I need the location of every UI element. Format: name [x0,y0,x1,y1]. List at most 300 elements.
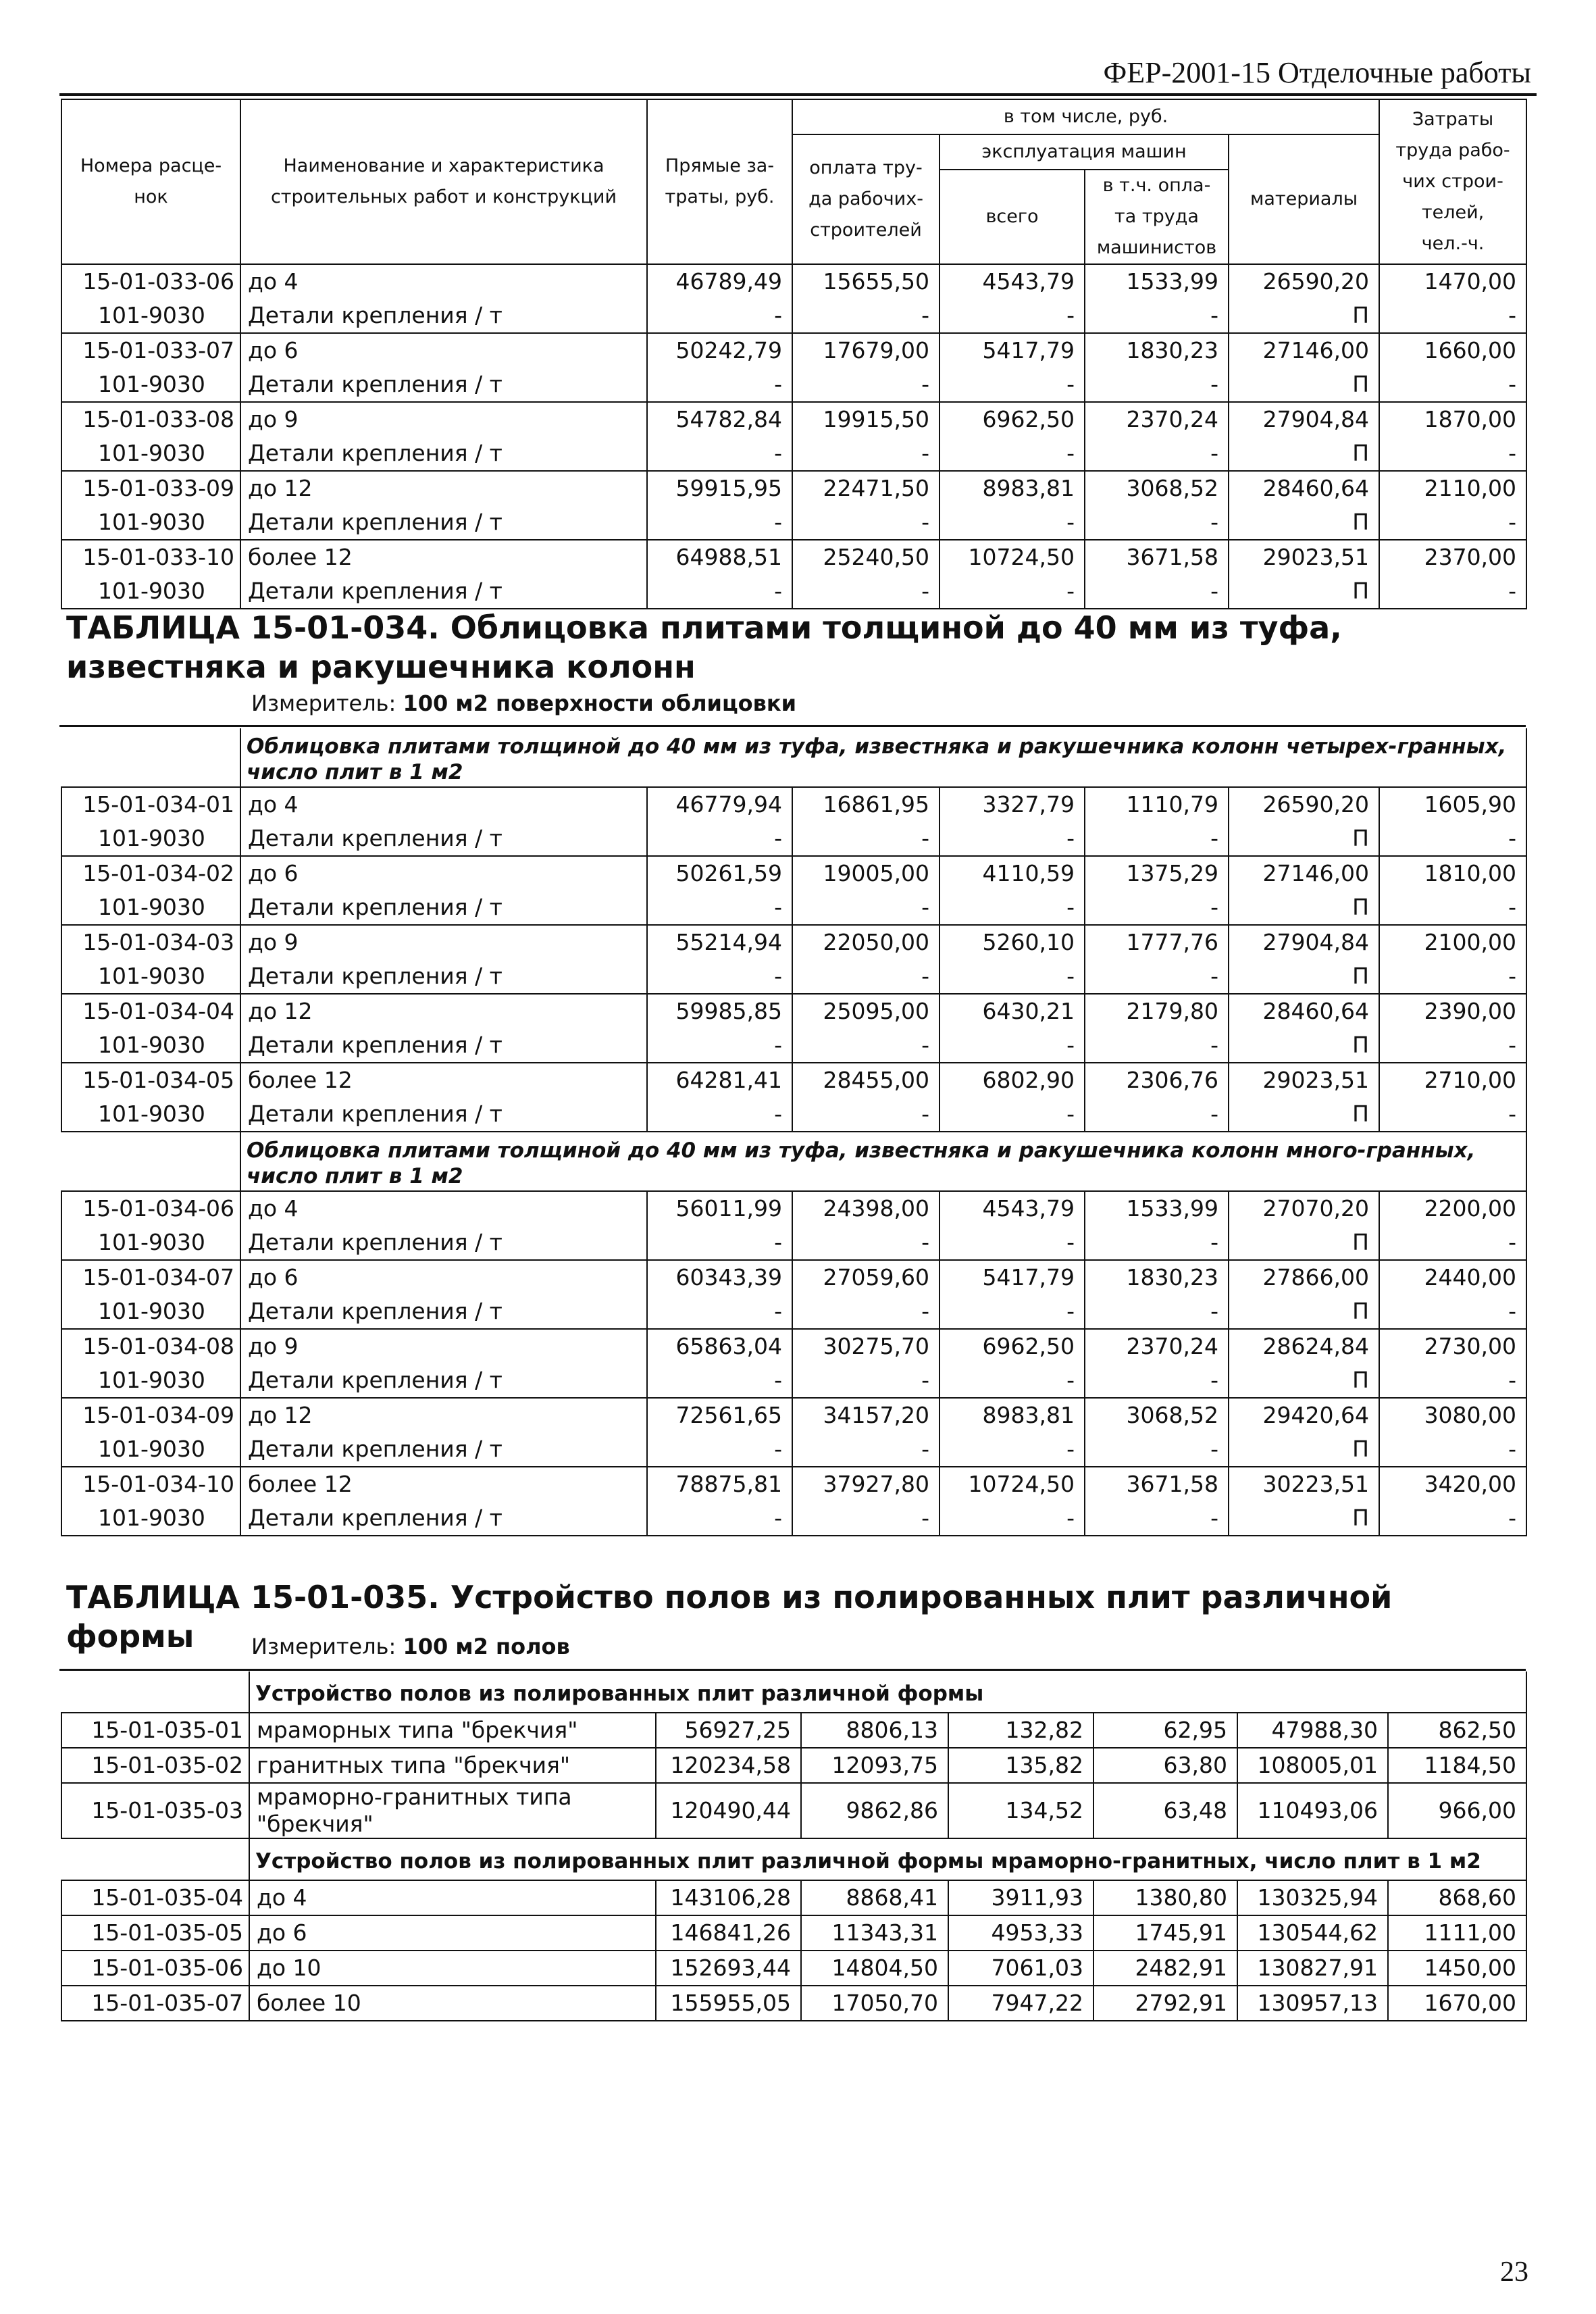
cost-wages: 12093,75 [801,1748,948,1783]
cost-machines: - [939,1363,1085,1398]
cost-materials: П [1229,574,1379,609]
cost-wages: 25095,00 [792,994,939,1028]
cost-machinists: 1375,29 [1085,856,1229,890]
resource-code: 101-9030 [61,1363,240,1398]
resource-code: 101-9030 [61,436,240,471]
cost-materials: П [1229,1226,1379,1260]
cost-machines: - [939,1097,1085,1132]
resource-name: Детали крепления / т [240,436,647,471]
cost-machinists: 3671,58 [1085,540,1229,574]
resource-code: 101-9030 [61,1294,240,1329]
cost-machines: 5260,10 [939,925,1085,959]
cost-direct: - [647,1294,792,1329]
cost-materials: П [1229,299,1379,333]
cost-direct: 46789,49 [647,264,792,299]
resource-name: Детали крепления / т [240,1294,647,1329]
cost-machinists: 1777,76 [1085,925,1229,959]
resource-code: 101-9030 [61,890,240,925]
cost-labor: 2370,00 [1379,540,1526,574]
cost-materials: П [1229,505,1379,540]
meter-label: Измеритель: [251,690,396,716]
cost-labor: 868,60 [1388,1880,1526,1915]
cost-machines: 5417,79 [939,1260,1085,1294]
cost-machines: 132,82 [948,1713,1093,1748]
work-name: до 10 [249,1951,656,1986]
cost-labor: 1660,00 [1379,333,1526,368]
rate-code: 15-01-035-04 [61,1880,249,1915]
cost-materials: 130827,91 [1237,1951,1388,1986]
work-name: до 9 [240,402,647,436]
cost-direct: - [647,299,792,333]
cost-labor: 3420,00 [1379,1467,1526,1501]
work-name: до 4 [240,787,647,822]
cost-labor: 3080,00 [1379,1398,1526,1432]
cost-materials: 130957,13 [1237,1986,1388,2021]
cost-machinists: 2482,91 [1093,1951,1237,1986]
cost-machines: 4543,79 [939,264,1085,299]
resource-row [61,1294,1526,1329]
cost-direct: 56927,25 [656,1713,801,1748]
table-row [61,540,1526,574]
table-row [61,1915,1526,1951]
cost-wages: 8868,41 [801,1880,948,1915]
cost-direct: 146841,26 [656,1915,801,1951]
rate-code: 15-01-035-02 [61,1748,249,1783]
work-name: до 9 [240,1329,647,1363]
cost-direct: - [647,1432,792,1467]
resource-name: Детали крепления / т [240,1501,647,1536]
cost-labor: 1450,00 [1388,1951,1526,1986]
work-name: до 6 [240,1260,647,1294]
col-header-materials: материалы [1229,134,1379,264]
rate-code: 15-01-034-04 [61,994,240,1028]
col-header-labor: Затраты труда рабо- чих строи- телей, чел.-ч. [1379,99,1526,264]
cost-machinists: - [1085,368,1229,402]
cost-wages: - [792,1432,939,1467]
table-15-01-035-title: ТАБЛИЦА 15-01-035. Устройство полов из полированных плит различной формы [66,1579,1393,1655]
cost-machinists: 3068,52 [1085,1398,1229,1432]
page-number: 23 [1500,2257,1528,2288]
cost-machinists: 2370,24 [1085,1329,1229,1363]
cost-materials: 28460,64 [1229,994,1379,1028]
cost-wages: - [792,959,939,994]
cost-machinists: - [1085,436,1229,471]
rate-code: 15-01-034-10 [61,1467,240,1501]
table-15-01-035 [61,1671,1527,2021]
cost-machinists: - [1085,822,1229,856]
table-row [61,1880,1526,1915]
cost-materials: П [1229,1363,1379,1398]
cost-direct: 50242,79 [647,333,792,368]
cost-machinists: 2179,80 [1085,994,1229,1028]
table-row [61,264,1526,299]
cost-direct: - [647,1501,792,1536]
rate-code: 15-01-034-06 [61,1191,240,1226]
cost-labor: 1810,00 [1379,856,1526,890]
cost-direct: - [647,1226,792,1260]
cost-machines: 7947,22 [948,1986,1093,2021]
cost-materials: 110493,06 [1237,1783,1388,1838]
cost-wages: - [792,299,939,333]
cost-direct: - [647,1363,792,1398]
cost-machines: - [939,368,1085,402]
cost-wages: 16861,95 [792,787,939,822]
cost-machinists: - [1085,1226,1229,1260]
table-row [61,1748,1526,1783]
cost-materials: 26590,20 [1229,264,1379,299]
table-row [61,402,1526,436]
cost-wages: - [792,1294,939,1329]
cost-materials: 108005,01 [1237,1748,1388,1783]
cost-direct: - [647,1028,792,1063]
cost-wages: 34157,20 [792,1398,939,1432]
resource-code: 101-9030 [61,822,240,856]
cost-machinists: 1533,99 [1085,264,1229,299]
cost-machines: - [939,1294,1085,1329]
cost-wages: 25240,50 [792,540,939,574]
resource-code: 101-9030 [61,574,240,609]
cost-direct: - [647,436,792,471]
cost-materials: П [1229,436,1379,471]
cost-machinists: - [1085,1363,1229,1398]
resource-row [61,299,1526,333]
cost-wages: - [792,1501,939,1536]
rate-code: 15-01-035-01 [61,1713,249,1748]
cost-machines: 6962,50 [939,402,1085,436]
cost-labor: 1870,00 [1379,402,1526,436]
page-header: ФЕР-2001-15 Отделочные работы [1103,56,1531,89]
table-row [61,925,1526,959]
cost-machinists: 2370,24 [1085,402,1229,436]
rate-code: 15-01-034-08 [61,1329,240,1363]
meter-value: 100 м2 полов [403,1634,570,1659]
resource-code: 101-9030 [61,505,240,540]
work-name: до 6 [240,333,647,368]
cost-machines: - [939,1028,1085,1063]
col-header-machinists-wages: в т.ч. опла- та труда машинистов [1085,170,1229,264]
cost-materials: 27904,84 [1229,402,1379,436]
cost-machinists: - [1085,1028,1229,1063]
resource-code: 101-9030 [61,1097,240,1132]
cost-wages: 27059,60 [792,1260,939,1294]
cost-wages: 19005,00 [792,856,939,890]
col-header-direct: Прямые за- траты, руб. [647,99,792,264]
work-name: более 12 [240,1063,647,1097]
section-title: Облицовка плитами толщиной до 40 мм из туфа, известняка и ракушечника колонн много-гранных, число плит в 1 м2 [240,1132,1526,1191]
work-name: до 9 [240,925,647,959]
cost-direct: - [647,505,792,540]
cost-labor: 1670,00 [1388,1986,1526,2021]
cost-machinists: 63,80 [1093,1748,1237,1783]
cost-wages: 15655,50 [792,264,939,299]
cost-materials: 29023,51 [1229,1063,1379,1097]
work-name: до 4 [249,1880,656,1915]
table-15-01-035-meter [251,1634,570,1659]
cost-labor: 2390,00 [1379,994,1526,1028]
cost-wages: - [792,890,939,925]
cost-materials: 29023,51 [1229,540,1379,574]
rate-code: 15-01-033-08 [61,402,240,436]
cost-machines: - [939,1432,1085,1467]
cost-labor: 1605,90 [1379,787,1526,822]
cost-direct: 155955,05 [656,1986,801,2021]
table-row [61,1191,1526,1226]
resource-code: 101-9030 [61,368,240,402]
cost-wages: 37927,80 [792,1467,939,1501]
cost-direct: - [647,1097,792,1132]
cost-wages: - [792,822,939,856]
cost-machines: 134,52 [948,1783,1093,1838]
cost-labor: - [1379,1097,1526,1132]
cost-machines: - [939,436,1085,471]
cost-machines: 3911,93 [948,1880,1093,1915]
work-name: более 10 [249,1986,656,2021]
meter-label: Измеритель: [251,1634,396,1659]
section-title: Облицовка плитами толщиной до 40 мм из туфа, известняка и ракушечника колонн четырех-гранных, число плит в 1 м2 [240,728,1526,787]
cost-materials: П [1229,1028,1379,1063]
meter-value: 100 м2 поверхности облицовки [403,690,797,716]
cost-labor: - [1379,1294,1526,1329]
cost-materials: П [1229,1501,1379,1536]
cost-labor: - [1379,1432,1526,1467]
resource-row [61,505,1526,540]
cost-direct: - [647,368,792,402]
cost-wages: - [792,436,939,471]
cost-labor: - [1379,1501,1526,1536]
cost-direct: 55214,94 [647,925,792,959]
rate-code: 15-01-035-03 [61,1783,249,1838]
header-rule [59,93,1537,96]
cost-labor: 966,00 [1388,1783,1526,1838]
rate-code: 15-01-033-06 [61,264,240,299]
table-row [61,1260,1526,1294]
cost-materials: П [1229,959,1379,994]
rate-code: 15-01-035-06 [61,1951,249,1986]
cost-machinists: 1830,23 [1085,1260,1229,1294]
table-row [61,1951,1526,1986]
cost-machinists: - [1085,505,1229,540]
col-header-machines-total: всего [939,170,1085,264]
cost-wages: 22471,50 [792,471,939,505]
cost-labor: 2110,00 [1379,471,1526,505]
rate-code: 15-01-033-09 [61,471,240,505]
cost-materials: П [1229,1294,1379,1329]
rate-code: 15-01-034-09 [61,1398,240,1432]
cost-direct: 72561,65 [647,1398,792,1432]
cost-machinists: 1110,79 [1085,787,1229,822]
cost-wages: 17679,00 [792,333,939,368]
col-header-code: Номера расце- нок [61,99,240,264]
cost-machinists: - [1085,574,1229,609]
cost-machinists: 2306,76 [1085,1063,1229,1097]
cost-wages: 8806,13 [801,1713,948,1748]
cost-labor: 2440,00 [1379,1260,1526,1294]
cost-machines: 10724,50 [939,1467,1085,1501]
rate-code: 15-01-034-05 [61,1063,240,1097]
cost-materials: 130544,62 [1237,1915,1388,1951]
cost-machinists: - [1085,299,1229,333]
cost-machinists: 1830,23 [1085,333,1229,368]
cost-machines: - [939,505,1085,540]
rate-code: 15-01-034-07 [61,1260,240,1294]
cost-direct: 46779,94 [647,787,792,822]
cost-labor: - [1379,368,1526,402]
resource-row [61,1226,1526,1260]
cost-wages: 30275,70 [792,1329,939,1363]
cost-direct: - [647,959,792,994]
resource-name: Детали крепления / т [240,1097,647,1132]
cost-labor: 1184,50 [1388,1748,1526,1783]
cost-materials: 27904,84 [1229,925,1379,959]
resource-name: Детали крепления / т [240,1226,647,1260]
table-row [61,333,1526,368]
work-name: до 4 [240,264,647,299]
resource-row [61,959,1526,994]
cost-labor: 1111,00 [1388,1915,1526,1951]
cost-labor: - [1379,1226,1526,1260]
table-row [61,856,1526,890]
table-row [61,994,1526,1028]
col-header-including: в том числе, руб. [792,99,1379,134]
table-row [61,1986,1526,2021]
cost-labor: 2100,00 [1379,925,1526,959]
cost-direct: - [647,574,792,609]
resource-name: Детали крепления / т [240,505,647,540]
cost-machinists: 62,95 [1093,1713,1237,1748]
cost-labor: 2200,00 [1379,1191,1526,1226]
rate-code: 15-01-035-05 [61,1915,249,1951]
cost-machinists: 3068,52 [1085,471,1229,505]
cost-materials: 26590,20 [1229,787,1379,822]
cost-direct: - [647,822,792,856]
cost-direct: 120490,44 [656,1783,801,1838]
cost-wages: - [792,574,939,609]
resource-code: 101-9030 [61,1501,240,1536]
cost-wages: - [792,1028,939,1063]
table-row [61,1713,1526,1748]
cost-labor: 1470,00 [1379,264,1526,299]
cost-wages: 19915,50 [792,402,939,436]
cost-machines: 7061,03 [948,1951,1093,1986]
work-name: до 12 [240,1398,647,1432]
cost-wages: 14804,50 [801,1951,948,1986]
cost-materials: 27146,00 [1229,856,1379,890]
cost-direct: 65863,04 [647,1329,792,1363]
cost-direct: 143106,28 [656,1880,801,1915]
rate-code: 15-01-034-03 [61,925,240,959]
cost-materials: П [1229,1432,1379,1467]
cost-labor: 2730,00 [1379,1329,1526,1363]
cost-machines: 5417,79 [939,333,1085,368]
resource-row [61,1097,1526,1132]
cost-direct: 59985,85 [647,994,792,1028]
table-row [61,1783,1526,1838]
resource-name: Детали крепления / т [240,299,647,333]
resource-row [61,574,1526,609]
table-15-01-034 [61,728,1527,1536]
cost-direct: 78875,81 [647,1467,792,1501]
work-name: до 12 [240,471,647,505]
resource-name: Детали крепления / т [240,1363,647,1398]
cost-labor: - [1379,436,1526,471]
resource-row [61,822,1526,856]
resource-row [61,1432,1526,1467]
table-15-01-033 [61,99,1527,609]
col-header-machines: эксплуатация машин [939,134,1229,170]
work-name: гранитных типа "брекчия" [249,1748,656,1783]
resource-name: Детали крепления / т [240,822,647,856]
cost-machinists: 1745,91 [1093,1915,1237,1951]
cost-direct: 152693,44 [656,1951,801,1986]
table-row [61,471,1526,505]
cost-labor: - [1379,959,1526,994]
cost-wages: 22050,00 [792,925,939,959]
table-row [61,1467,1526,1501]
cost-materials: П [1229,1097,1379,1132]
cost-machines: 4543,79 [939,1191,1085,1226]
resource-code: 101-9030 [61,1226,240,1260]
resource-name: Детали крепления / т [240,574,647,609]
cost-materials: П [1229,368,1379,402]
cost-direct: 54782,84 [647,402,792,436]
cost-wages: 11343,31 [801,1915,948,1951]
cost-machines: 10724,50 [939,540,1085,574]
work-name: до 6 [249,1915,656,1951]
resource-code: 101-9030 [61,299,240,333]
work-name: более 12 [240,540,647,574]
cost-machinists: - [1085,1294,1229,1329]
resource-row [61,1028,1526,1063]
cost-direct: 120234,58 [656,1748,801,1783]
cost-machinists: 63,48 [1093,1783,1237,1838]
cost-wages: - [792,1363,939,1398]
cost-machines: 6430,21 [939,994,1085,1028]
rate-code: 15-01-033-10 [61,540,240,574]
cost-machines: 8983,81 [939,1398,1085,1432]
cost-direct: 50261,59 [647,856,792,890]
cost-labor: - [1379,299,1526,333]
cost-direct: 59915,95 [647,471,792,505]
resource-name: Детали крепления / т [240,959,647,994]
resource-name: Детали крепления / т [240,1028,647,1063]
work-name: мраморных типа "брекчия" [249,1713,656,1748]
cost-materials: 28624,84 [1229,1329,1379,1363]
resource-name: Детали крепления / т [240,1432,647,1467]
meter-rule [59,725,1526,727]
cost-machinists: - [1085,959,1229,994]
cost-machinists: 1533,99 [1085,1191,1229,1226]
cost-direct: - [647,890,792,925]
section-title: Устройство полов из полированных плит различной формы мраморно-гранитных, число плит в 1 м2 [249,1838,1526,1880]
resource-row [61,436,1526,471]
cost-direct: 64281,41 [647,1063,792,1097]
table-15-01-034-meter [251,690,796,716]
section-title: Устройство полов из полированных плит различной формы [249,1671,1526,1713]
cost-labor: - [1379,822,1526,856]
table-row [61,1398,1526,1432]
cost-machinists: 1380,80 [1093,1880,1237,1915]
cost-materials: П [1229,822,1379,856]
work-name: мраморно-гранитных типа "брекчия" [249,1783,656,1838]
cost-wages: 17050,70 [801,1986,948,2021]
cost-labor: - [1379,1028,1526,1063]
cost-materials: 27866,00 [1229,1260,1379,1294]
cost-machines: - [939,1501,1085,1536]
cost-labor: - [1379,1363,1526,1398]
cost-machinists: - [1085,890,1229,925]
cost-materials: 27070,20 [1229,1191,1379,1226]
rate-code: 15-01-034-02 [61,856,240,890]
